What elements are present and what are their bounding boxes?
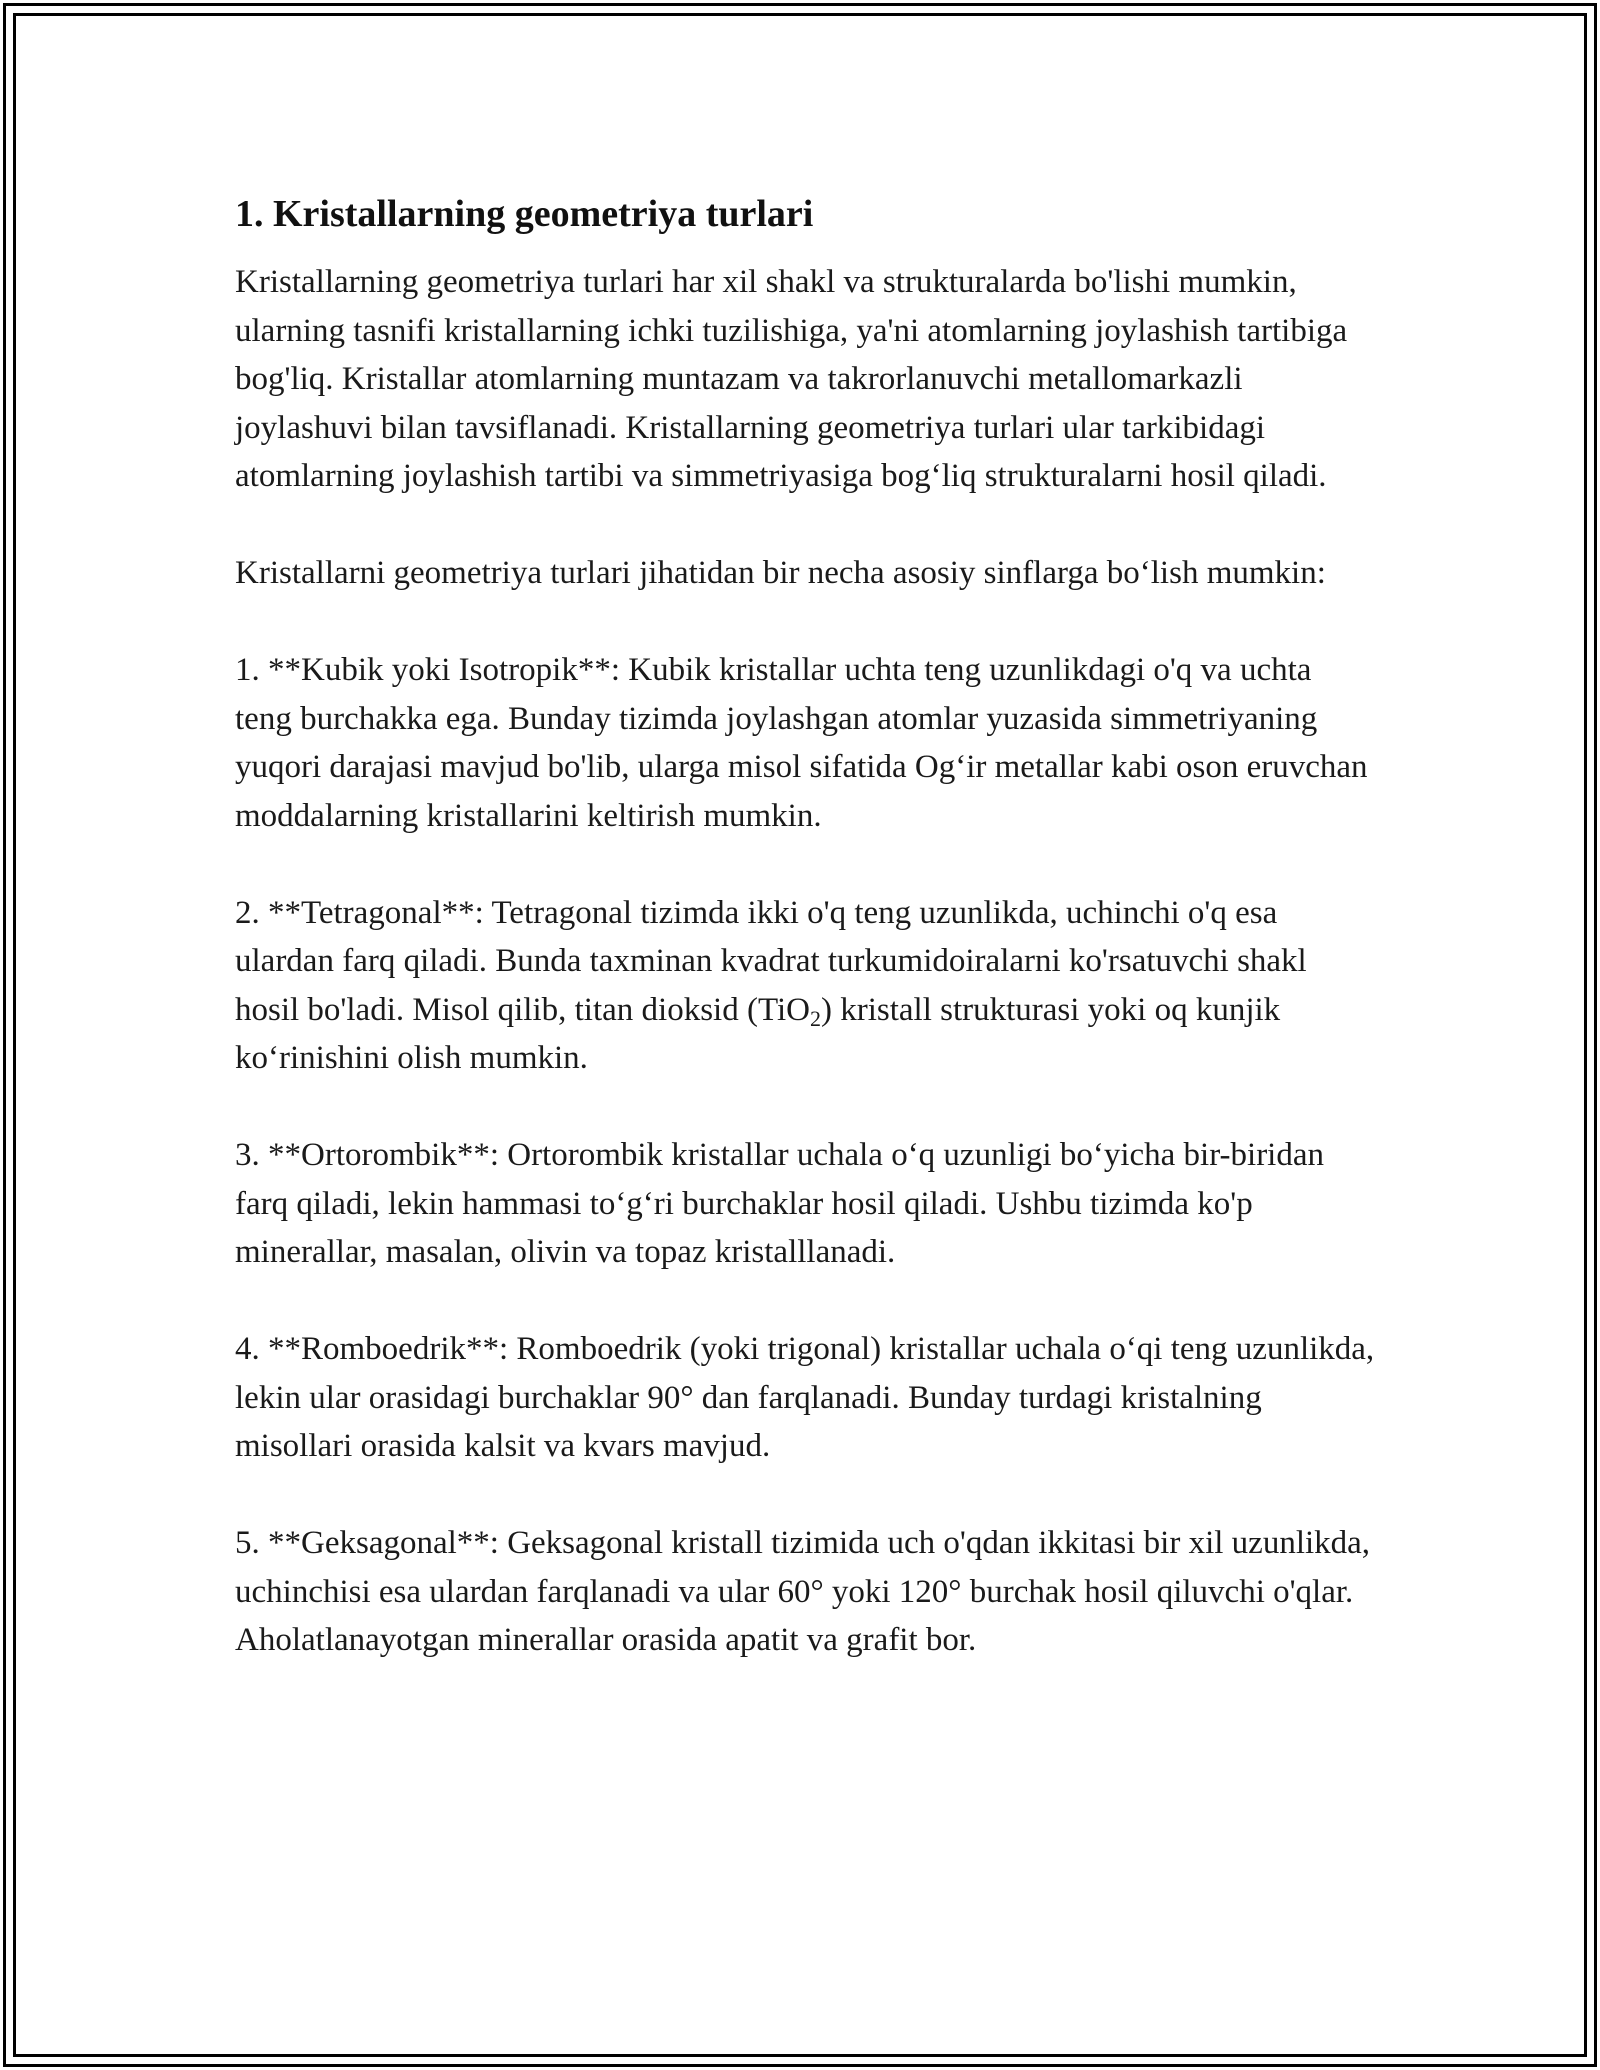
intro-paragraph: Kristallarning geometriya turlari har xil shakl va strukturalarda bo'lishi mumkin, ularning tasnifi kristallarning ichki tuzilishiga, ya'ni atomlarning joylashish tartibiga bog'liq. Kristallar atomlarning muntazam va takrorlanuvchi metallomarkazli joylashuvi bilan tavsiflanadi. Kristallarning geometriya turlari ular tarkibidagi atomlarning joylashish tartibi va simmetriyasiga bog‘liq strukturalarni hosil qiladi.	[235, 264, 1348, 494]
list-item-hexagonal: 5. **Geksagonal**: Geksagonal kristall tizimida uch o'qdan ikkitasi bir xil uzunlikda, uchinchisi esa ulardan farqlanadi va ular 60° yoki 120° burchak hosil qiluvchi o'qlar. Aholatlanayotgan minerallar orasida apatit va grafit bor.	[235, 1525, 1371, 1658]
list-item-rhombohedral: 4. **Romboedrik**: Romboedrik (yoki trigonal) kristallar uchala o‘qi teng uzunlikda, lekin ular orasidagi burchaklar 90° dan farqlanadi. Bunday turdagi kristalning misollari orasida kalsit va kvars mavjud.	[235, 1331, 1375, 1464]
list-item-cubic: 1. **Kubik yoki Isotropik**: Kubik kristallar uchta teng uzunlikdagi o'q va uchta teng burchakka ega. Bunday tizimda joylashgan atomlar yuzasida simmetriyaning yuqori darajasi mavjud bo'lib, ularga misol sifatida Og‘ir metallar kabi oson eruvchan moddalarning kristallarini keltirish mumkin.	[235, 652, 1368, 834]
list-item-tetragonal	[235, 889, 1375, 1083]
document-page	[235, 190, 1375, 1713]
lead-paragraph: Kristallarni geometriya turlari jihatidan bir necha asosiy sinflarga bo‘lish mumkin:	[235, 555, 1326, 591]
tetragonal-text-before: 2. **Tetragonal**: Tetragonal tizimda ikki o'q teng uzunlikda, uchinchi o'q esa ulardan farq qiladi. Bunda taxminan kvadrat turkumidoiralarni ko'rsatuvchi shakl hosil bo'ladi. Misol qilib, titan dioksid (TiO	[235, 894, 1307, 1028]
tetragonal-text-after: ) kristall strukturasi yoki oq kunjik ko‘rinishini olish mumkin.	[235, 991, 1281, 1076]
list-item-orthorhombic: 3. **Ortorombik**: Ortorombik kristallar uchala o‘q uzunligi bo‘yicha bir-biridan farq qiladi, lekin hammasi to‘g‘ri burchaklar hosil qiladi. Ushbu tizimda ko'p minerallar, masalan, olivin va topaz kristalllanadi.	[235, 1137, 1324, 1270]
subscript-two: 2	[809, 1005, 821, 1031]
section-heading: 1. Kristallarning geometriya turlari	[235, 193, 814, 235]
